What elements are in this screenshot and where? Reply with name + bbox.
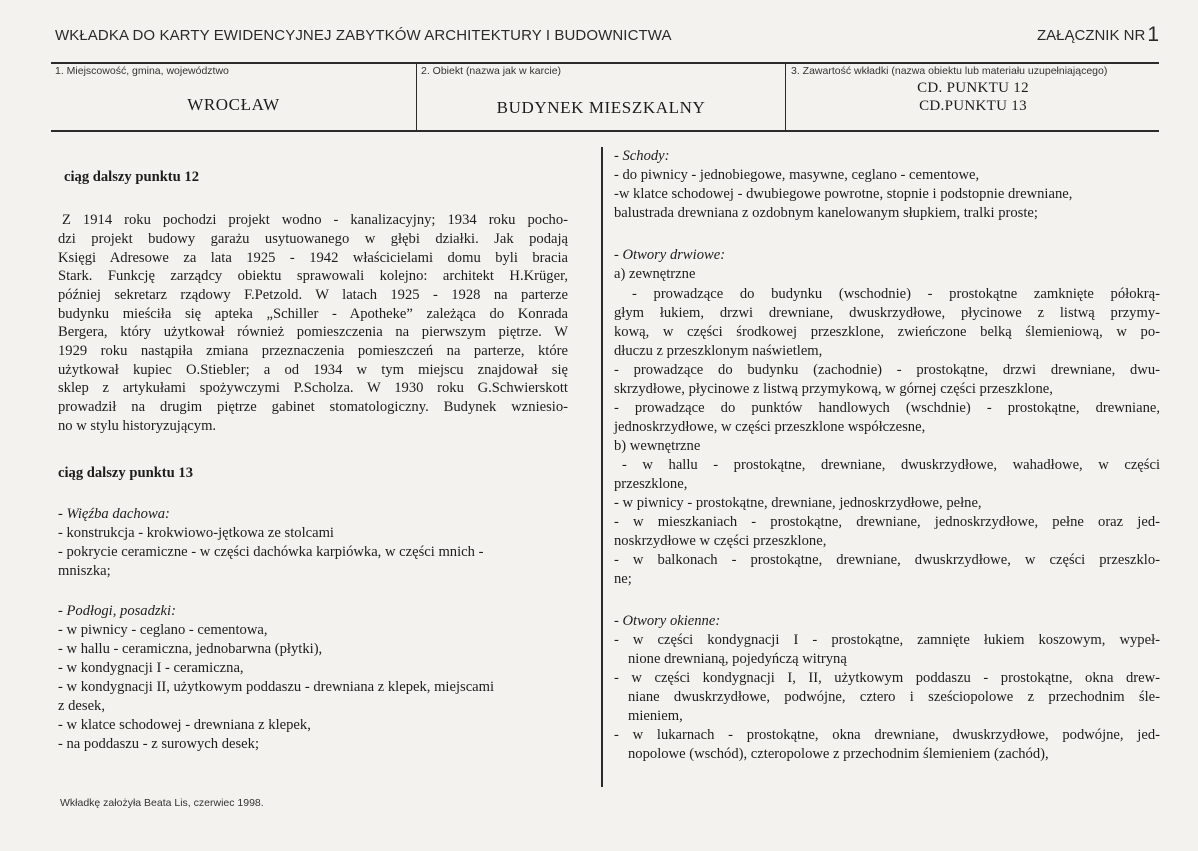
subsection-heading: - Otwory okienne: bbox=[614, 613, 721, 629]
text-line: a) zewnętrzne bbox=[614, 266, 696, 282]
section-heading-12: ciąg dalszy punktu 12 bbox=[64, 169, 200, 185]
text-line: Stark. Funkcję zarządcy obiektu sprawowali kolejno: architekt H.Krüger, bbox=[58, 268, 568, 284]
subsection-heading: - Więźba dachowa: bbox=[58, 506, 170, 522]
text-line: - w klatce schodowej - drewniana z klepek, bbox=[58, 717, 311, 733]
text-line: niane dwuskrzydłowe, podwójne, cztero i sześciopolowe z przechodnim śle- bbox=[628, 689, 1160, 705]
text-line: sklep z artykułami spożywczymi P.Scholza. W 1930 roku G.Schwierskott bbox=[58, 380, 568, 396]
subsection-heading: - Otwory drwiowe: bbox=[614, 247, 726, 263]
info-table bbox=[51, 62, 1159, 132]
text-line: Księgi Adresowe za lata 1925 - 1942 właścicielami domu byli bracia bbox=[58, 250, 568, 266]
section-heading-13: ciąg dalszy punktu 13 bbox=[58, 465, 194, 481]
text-line: - w lukarnach - prostokątne, okna drewniane, dwuskrzydłowe, podwójne, jed- bbox=[614, 727, 1160, 743]
annex-number: 1 bbox=[1147, 23, 1159, 46]
text-line: głym łukiem, drzwi drewniane, dwuskrzydłowe, płycinowe z listwą przymy- bbox=[614, 305, 1160, 321]
text-line: użytkował kupiec O.Stiebler; a od 1934 w tym miejscu znajdował się bbox=[58, 362, 568, 378]
annex-label-text: ZAŁĄCZNIK NR bbox=[1036, 27, 1146, 44]
text-line: -w klatce schodowej - dwubiegowe powrotne, stopnie i podstopnie drewniane, bbox=[614, 186, 1073, 202]
text-line: - prowadzące do budynku (zachodnie) - prostokątne, drzwi drewniane, dwu- bbox=[614, 362, 1160, 378]
footer-note: Wkładkę założyła Beata Lis, czerwiec 1998. bbox=[60, 797, 264, 809]
text-line: później sekretarz rządowy F.Petzold. W latach 1925 - 1928 na parterze bbox=[58, 287, 568, 303]
text-line: - w mieszkaniach - prostokątne, drewniane, jednoskrzydłowe, pełne oraz jed- bbox=[614, 514, 1160, 530]
place-label: 1. Miejscowość, gmina, województwo bbox=[55, 65, 229, 77]
annex-label bbox=[1037, 22, 1159, 46]
text-line: dłuczu z przeszklonym naświetlem, bbox=[614, 343, 823, 359]
document-title: WKŁADKA DO KARTY EWIDENCYJNEJ ZABYTKÓW ARCHITEKTURY I BUDOWNICTWA bbox=[55, 27, 672, 44]
text-line: prowadził na drugim piętrze gabinet stomatologiczny. Budynek wzniesio- bbox=[58, 399, 568, 415]
text-line: Z 1914 roku pochodzi projekt wodno - kanalizacyjny; 1934 roku pocho- bbox=[62, 212, 568, 228]
place-value: WROCŁAW bbox=[187, 95, 280, 114]
column-divider bbox=[601, 147, 603, 787]
text-line: - do piwnicy - jednobiegowe, masywne, ceglano - cementowe, bbox=[614, 167, 980, 183]
text-line: - na poddaszu - z surowych desek; bbox=[58, 736, 260, 752]
text-line: nione drewnianą, pojedyńczą witryną bbox=[628, 651, 847, 667]
text-line: mniszka; bbox=[58, 563, 111, 579]
text-line: kową, w części środkowej przeszklone, zwieńczone belką ślemieniową, w po- bbox=[614, 324, 1160, 340]
text-line: - w kondygnacji I - ceramiczna, bbox=[58, 660, 244, 676]
text-line: nopolowe (wschód), czteropolowe z przechodnim ślemieniem (zachód), bbox=[628, 746, 1049, 762]
text-line: jednoskrzydłowe, w części przeszklone współczesne, bbox=[614, 419, 926, 435]
text-line: b) wewnętrzne bbox=[614, 438, 701, 454]
subsection-heading: - Podłogi, posadzki: bbox=[58, 603, 176, 619]
text-line: - w hallu - prostokątne, drewniane, dwuskrzydłowe, wahadłowe, w części bbox=[622, 457, 1160, 473]
object-label: 2. Obiekt (nazwa jak w karcie) bbox=[421, 65, 562, 77]
text-line: przeszklone, bbox=[614, 476, 688, 492]
text-line: - w piwnicy - ceglano - cementowa, bbox=[58, 622, 268, 638]
text-line: - w balkonach - prostokątne, drewniane, dwuskrzydłowe, w części przeszklo- bbox=[614, 552, 1160, 568]
text-line: no w stylu historyzującym. bbox=[58, 418, 217, 434]
text-line: - pokrycie ceramiczne - w części dachówka karpiówka, w części mnich - bbox=[58, 544, 484, 560]
object-value: BUDYNEK MIESZKALNY bbox=[496, 98, 706, 117]
contents-value-1: CD. PUNKTU 12 bbox=[917, 80, 1029, 96]
text-line: Bergera, który użytkował również pomieszczenia na pierwszym piętrze. W bbox=[58, 324, 568, 340]
text-line: dzi projekt budowy garażu usytuowanego w głębi działki. Jak podają bbox=[58, 231, 568, 247]
subsection-heading: - Schody: bbox=[614, 148, 670, 164]
object-cell bbox=[417, 64, 786, 130]
text-line: - w hallu - ceramiczna, jednobarwna (płytki), bbox=[58, 641, 323, 657]
text-line: - prowadzące do punktów handlowych (wschdnie) - prostokątne, drewniane, bbox=[614, 400, 1160, 416]
document-header bbox=[55, 22, 1159, 52]
text-line: - konstrukcja - krokwiowo-jętkowa ze stolcami bbox=[58, 525, 334, 541]
text-line: z desek, bbox=[58, 698, 106, 714]
text-line: - w kondygnacji II, użytkowym poddaszu - drewniana z klepek, miejscami bbox=[58, 679, 495, 695]
contents-cell bbox=[787, 64, 1159, 130]
contents-value-2: CD.PUNKTU 13 bbox=[919, 98, 1027, 114]
text-line: skrzydłowe, płycinowe z listwą przymykową, w górnej części przeszklone, bbox=[614, 381, 1053, 397]
contents-label: 3. Zawartość wkładki (nazwa obiektu lub materiału uzupełniającego) bbox=[791, 65, 1108, 77]
text-line: budynku mieściła się apteka „Schiller - Apotheke” zależąca do Konrada bbox=[58, 306, 568, 322]
text-line: - w piwnicy - prostokątne, drewniane, jednoskrzydłowe, pełne, bbox=[614, 495, 982, 511]
place-cell bbox=[51, 64, 417, 130]
text-line: - w części kondygnacji I - prostokątne, zamnięte łukiem koszowym, wypeł- bbox=[614, 632, 1160, 648]
text-line: noskrzydłowe w części przeszklone, bbox=[614, 533, 827, 549]
text-line: balustrada drewniana z ozdobnym kanelowanym słupkiem, tralki proste; bbox=[614, 205, 1038, 221]
text-line: 1929 roku nastąpiła zmiana przeznaczenia pomieszczeń na parterze, które bbox=[58, 343, 568, 359]
text-line: ne; bbox=[614, 571, 632, 587]
text-line: mieniem, bbox=[628, 708, 683, 724]
text-line: - w części kondygnacji I, II, użytkowym poddaszu - prostokątne, okna drew- bbox=[614, 670, 1160, 686]
text-line: - prowadzące do budynku (wschodnie) - prostokątne zamknięte półokrą- bbox=[632, 286, 1160, 302]
